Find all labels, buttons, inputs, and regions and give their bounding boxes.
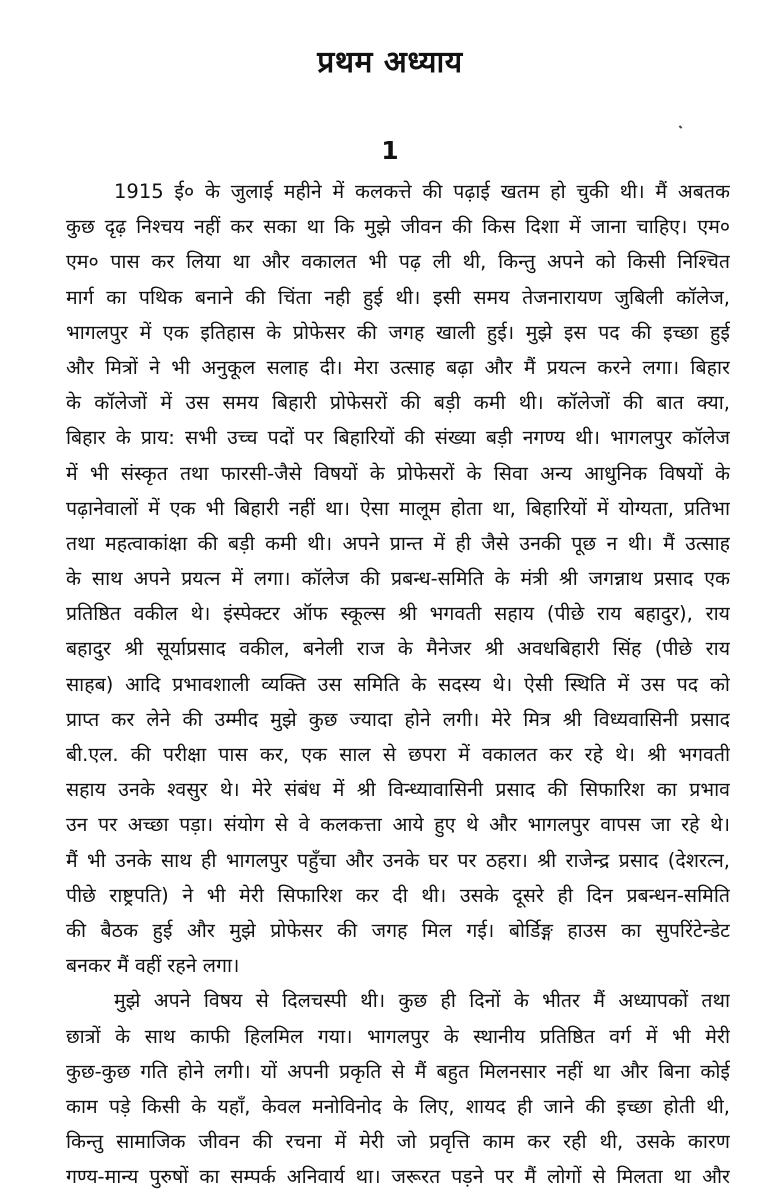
text-line: तथा महत्वाकांक्षा की बड़ी कमी थी। अपने प्रान्त में ही जैसे उनकी पूछ न थी। मैं उत्साह <box>66 531 730 555</box>
text-line: कुछ दृढ़ निश्चय नहीं कर सका था कि मुझे जीवन की किस दिशा में जाना चाहिए। एम० <box>66 215 730 239</box>
scan-speck <box>679 125 683 128</box>
text-line: में भी संस्कृत तथा फारसी-जैसे विषयों के प्रोफेसरों के सिवा अन्य आधुनिक विषयों के <box>66 461 730 485</box>
text-line: उन पर अच्छा पड़ा। संयोग से वे कलकत्ता आये हुए थे और भागलपुर वापस जा रहे थे। <box>66 813 730 837</box>
text-line: भागलपुर में एक इतिहास के प्रोफेसर की जगह खाली हुई। मुझे इस पद की इच्छा हुई <box>66 320 730 344</box>
text-line: पढ़ानेवालों में एक भी बिहारी नहीं था। ऐसा मालूम होता था, बिहारियों में योग्यता, प्रतिभा <box>66 496 730 520</box>
text-line: बहादुर श्री सूर्याप्रसाद वकील, बनेली राज के मैनेजर श्री अवधबिहारी सिंह (पीछे राय <box>66 637 730 661</box>
text-line: गण्य-मान्य पुरुषों का सम्पर्क अनिवार्य था। जरूरत पड़ने पर मैं लोगों से मिलता था और <box>66 1165 730 1189</box>
chapter-title: प्रथम अध्याय <box>317 45 463 80</box>
text-line: और मित्रों ने भी अनुकूल सलाह दी। मेरा उत्साह बढ़ा और मैं प्रयत्न करने लगा। बिहार <box>66 355 730 379</box>
text-line: किन्तु सामाजिक जीवन की रचना में मेरी जो प्रवृत्ति काम कर रही थी, उसके कारण <box>66 1130 730 1154</box>
text-line: छात्रों के साथ काफी हिलमिल गया। भागलपुर के स्थानीय प्रतिष्ठित वर्ग में भी मेरी <box>66 1024 730 1048</box>
text-line: मैं भी उनके साथ ही भागलपुर पहुँचा और उनके घर पर ठहरा। श्री राजेन्द्र प्रसाद (देशरत्न, <box>66 848 730 872</box>
text-line: मार्ग का पथिक बनाने की चिंता नही हुई थी। इसी समय तेजनारायण जुबिली कॉलेज, <box>66 285 730 309</box>
paragraph-2 <box>66 983 730 1194</box>
text-line: के कॉलेजों में उस समय बिहारी प्रोफेसरों की बड़ी कमी थी। कॉलेजों की बात क्या, <box>66 391 730 415</box>
text-line: पीछे राष्ट्रपति) ने भी मेरी सिफारिश कर दी थी। उसके दूसरे ही दिन प्रबन्धन-समिति <box>66 883 730 907</box>
text-line: की बैठक हुई और मुझे प्रोफेसर की जगह मिल गई। बोर्डिङ्ग हाउस का सुपरिंटेन्डेट <box>66 918 730 942</box>
text-line: प्रतिष्ठित वकील थे। इंस्पेक्टर ऑफ स्कूल्स श्री भगवती सहाय (पीछे राय बहादुर), राय <box>66 602 730 626</box>
text-line: बी.एल. की परीक्षा पास कर, एक साल से छपरा में वकालत कर रहे थे। श्री भगवती <box>66 743 730 766</box>
section-number: 1 <box>381 136 399 165</box>
text-line: 1915 ई० के जुलाई महीने में कलकत्ते की पढ़ाई खतम हो चुकी थी। मैं अबतक <box>114 180 730 203</box>
paragraph-1 <box>66 174 730 983</box>
text-line: सहाय उनके श्वसुर थे। मेरे संबंध में श्री विन्ध्यावासिनी प्रसाद की सिफारिश का प्रभाव <box>66 778 730 802</box>
text-line: मुझे अपने विषय से दिलचस्पी थी। कुछ ही दिनों के भीतर मैं अध्यापकों तथा <box>114 989 730 1013</box>
text-line: एम० पास कर लिया था और वकालत भी पढ़ ली थी, किन्तु अपने को किसी निश्चित <box>66 250 730 274</box>
text-line: साहब) आदि प्रभावशाली व्यक्ति उस समिति के सदस्य थे। ऐसी स्थिति में उस पद को <box>66 672 730 696</box>
text-line: कुछ-कुछ गति होने लगी। यों अपनी प्रकृति से मैं बहुत मिलनसार नहीं था और बिना कोई <box>66 1059 730 1083</box>
text-line: बिहार के प्राय: सभी उच्च पदों पर बिहारियों की संख्या बड़ी नगण्य थी। भागलपुर कॉलेज <box>66 426 730 450</box>
body-text <box>66 174 730 1194</box>
text-line: बनकर मैं वहीं रहने लगा। <box>66 954 240 978</box>
text-line: प्राप्त कर लेने की उम्मीद मुझे कुछ ज्यादा होने लगी। मेरे मित्र श्री विध्यवासिनी प्रसाद <box>66 707 730 731</box>
text-line: काम पड़े किसी के यहाँ, केवल मनोविनोद के लिए, शायद ही जाने की इच्छा होती थी, <box>66 1094 730 1118</box>
text-line: के साथ अपने प्रयत्न में लगा। कॉलेज की प्रबन्ध-समिति के मंत्री श्री जगन्नाथ प्रसाद एक <box>66 567 730 591</box>
